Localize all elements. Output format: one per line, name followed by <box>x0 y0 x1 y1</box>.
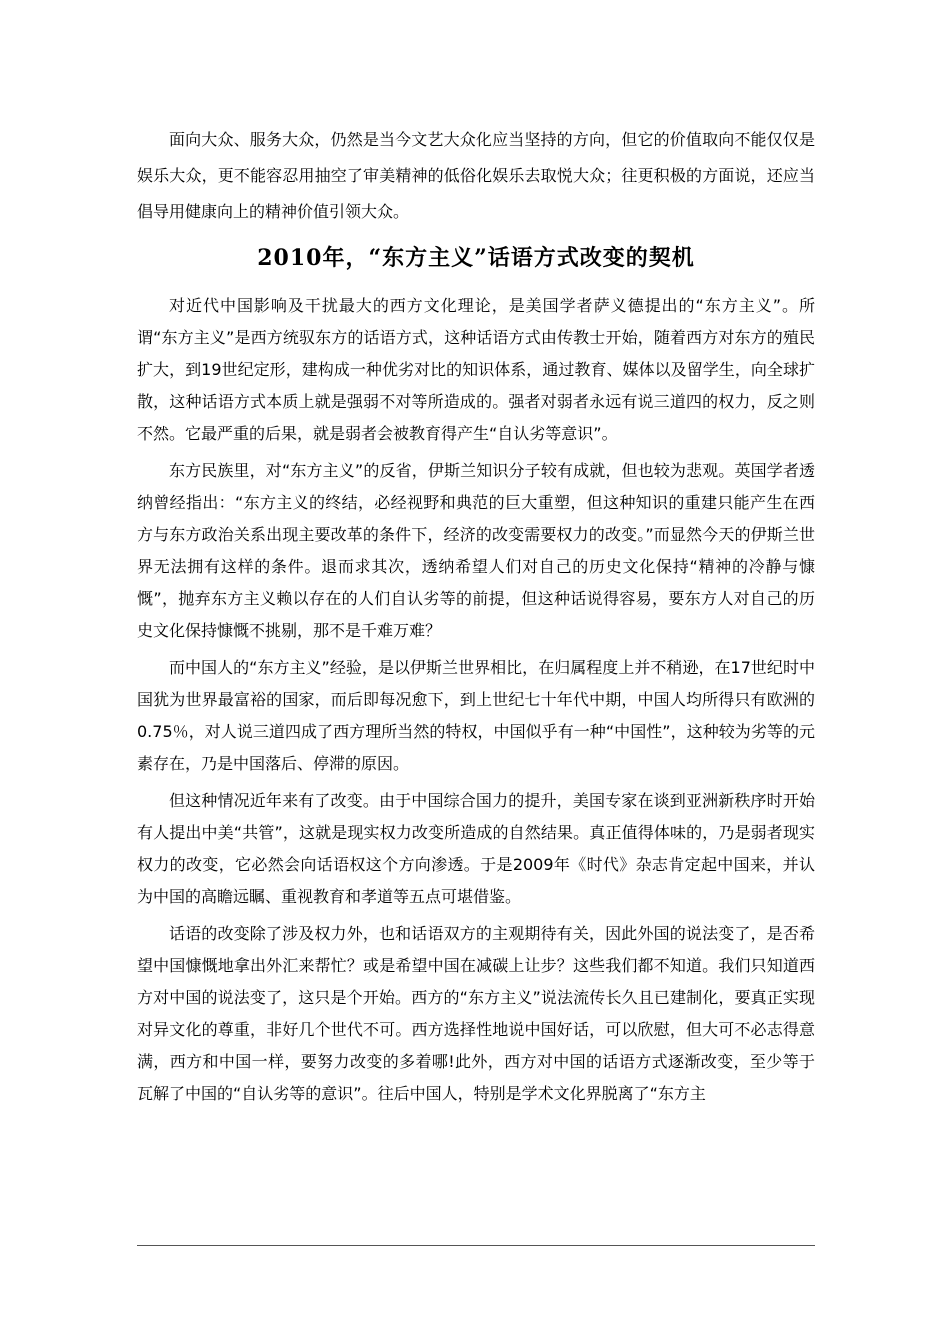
body-paragraph: 而中国人的“东方主义”经验，是以伊斯兰世界相比，在归属程度上并不稍逊，在17世纪时中国犹为世界最富裕的国家，而后即每况愈下，到上世纪七十年代中期，中国人均所得只有欧洲的0.75％，对人说三道四成了西方理所当然的特权，中国似乎有一种“中国性”，这种较为劣等的元素存在，乃是中国落后、停滞的原因。 <box>137 658 815 773</box>
body-paragraph: 东方民族里，对“东方主义”的反省，伊斯兰知识分子较有成就，但也较为悲观。英国学者透纳曾经指出：“东方主义的终结，必经视野和典范的巨大重塑，但这种知识的重建只能产生在西方与东方政治关系出现主要改革的条件下，经济的改变需要权力的改变。”而显然今天的伊斯兰世界无法拥有这样的条件。退而求其次，透纳希望人们对自己的历史文化保持“精神的冷静与慷慨”，抛弃东方主义赖以存在的人们自认劣等的前提，但这种话说得容易，要东方人对自己的历史文化保持慷慨不挑剔，那不是千难万难？ <box>137 461 815 640</box>
body-paragraph: 话语的改变除了涉及权力外，也和话语双方的主观期待有关，因此外国的说法变了，是否希望中国慷慨地拿出外汇来帮忙？或是希望中国在减碳上让步？这些我们都不知道。我们只知道西方对中国的说法变了，这只是个开始。西方的“东方主义”说法流传长久且已建制化，要真正实现对异文化的尊重，非好几个世代不可。西方选择性地说中国好话，可以欣慰，但大可不必志得意满，西方和中国一样，要努力改变的多着哪!此外，西方对中国的话语方式逐渐改变，至少等于瓦解了中国的“自认劣等的意识”。往后中国人，特别是学术文化界脱离了“东方主 <box>137 924 815 1103</box>
body-paragraph: 对近代中国影响及干扰最大的西方文化理论，是美国学者萨义德提出的“东方主义”。所谓“东方主义”是西方统驭东方的话语方式，这种话语方式由传教士开始，随着西方对东方的殖民扩大，到19世纪定形，建构成一种优劣对比的知识体系，通过教育、媒体以及留学生，向全球扩散，这种话语方式本质上就是强弱不对等所造成的。强者对弱者永远有说三道四的权力，反之则不然。它最严重的后果，就是弱者会被教育得产生“自认劣等意识”。 <box>137 296 815 443</box>
footer-divider <box>137 1245 815 1246</box>
body-paragraph: 但这种情况近年来有了改变。由于中国综合国力的提升，美国专家在谈到亚洲新秩序时开始有人提出中美“共管”，这就是现实权力改变所造成的自然结果。真正值得体味的，乃是弱者现实权力的改变，它必然会向话语权这个方向渗透。于是2009年《时代》杂志肯定起中国来，并认为中国的高瞻远瞩、重视教育和孝道等五点可堪借鉴。 <box>137 791 815 906</box>
intro-paragraph: 面向大众、服务大众，仍然是当今文艺大众化应当坚持的方向，但它的价值取向不能仅仅是娱乐大众，更不能容忍用抽空了审美精神的低俗化娱乐去取悦大众；往更积极的方面说，还应当倡导用健康向上的精神价值引领大众。 <box>137 130 815 221</box>
article-body <box>137 290 815 1115</box>
article-title: 2010年，“东方主义”话语方式改变的契机 <box>257 245 695 271</box>
